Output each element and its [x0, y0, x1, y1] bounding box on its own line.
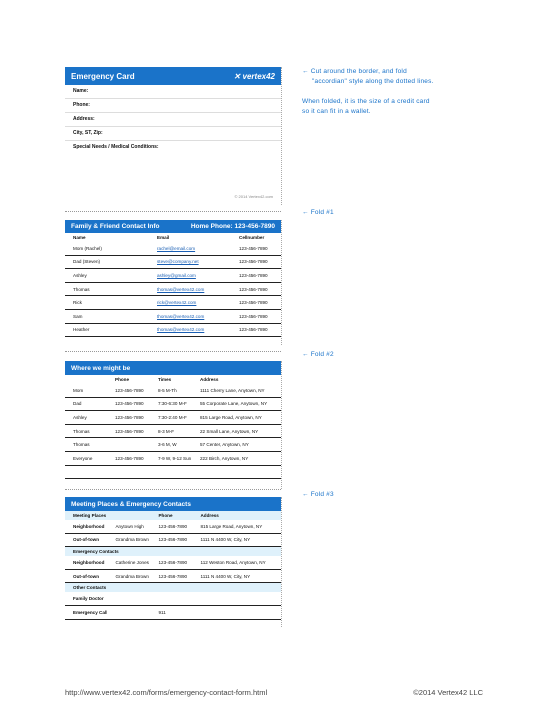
table-row: Thomas 123-456-7890 8-3 M-F 22 Small Lane, Anytown, NY: [65, 424, 281, 438]
col-cell: Cellnumber: [239, 235, 265, 240]
field-address: Address:: [65, 113, 281, 127]
table-row: Neighborhood Catherine Jones 123-456-7890 112 Weston Road, Anytown, NY: [65, 556, 281, 569]
table-row: Sam thomas@vertex42.com 123-456-7890: [65, 309, 281, 323]
col-address: Address: [200, 377, 219, 382]
logo-icon: ✕: [233, 71, 241, 81]
email-link[interactable]: rick@vertex42.com: [149, 296, 231, 310]
field-special-needs: Special Needs / Medical Conditions:: [73, 144, 159, 150]
table-row: Mom (Rachel) rachel@email.com 123-456-7890: [65, 242, 281, 255]
table-row: Thomas 3-6 M, W 57 Center, Anytown, NY: [65, 438, 281, 452]
where-table: [65, 375, 281, 479]
fold-line-2: [65, 351, 281, 352]
instructions-note: ← Cut around the border, and fold "accordian" style along the dotted lines. When folded, it is the size of a credit card so it can fit in a wallet.: [302, 68, 434, 115]
col-email: Email: [157, 235, 170, 240]
field-name: Name:: [65, 85, 281, 99]
card-copyright: © 2014 Vertex42.com: [234, 194, 273, 199]
table-row: Everyone 123-456-7890 7-9 W, 9-12 Sun 222 Birch, Anytown, NY: [65, 451, 281, 465]
meeting-title: Meeting Places & Emergency Contacts: [71, 500, 191, 508]
table-row: Ashley 123-456-7890 7:30-2:40 M-F 815 Large Road, Anytown, NY: [65, 411, 281, 425]
col-times: Times: [158, 377, 172, 382]
fold-line-3: [65, 489, 281, 490]
table-row: Out-of-town Grandma Brown 123-456-7890 1111 N 4400 W, City, NY: [65, 533, 281, 547]
table-row: Neighborhood Anytown High 123-456-7890 815 Large Road, Anytown, NY: [65, 520, 281, 533]
email-link[interactable]: thomas@vertex42.com: [149, 309, 231, 323]
card-title: Emergency Card: [71, 71, 135, 81]
card-fields: [65, 85, 281, 154]
fold-line-1: [65, 211, 281, 212]
family-header: [65, 220, 281, 233]
col-name: Name: [73, 235, 86, 240]
emergency-card-header: [65, 67, 281, 85]
meeting-section: [65, 497, 282, 627]
home-phone: Home Phone: 123-456-7890: [190, 223, 275, 230]
other-contacts-label: Other Contacts: [65, 583, 281, 593]
table-row: Mom 123-456-7890 8-5 M-Th 1111 Cherry Lane, Anytown, NY: [65, 384, 281, 397]
vertex42-logo: ✕ vertex42: [233, 71, 275, 81]
fold-3-note: ← Fold #3: [302, 491, 334, 498]
col-phone: Phone: [115, 377, 130, 382]
family-section: [65, 220, 282, 345]
table-row: Dad (Steven) steve@company.net 123-456-7890: [65, 255, 281, 269]
footer-copyright: ©2014 Vertex42 LLC: [413, 688, 483, 697]
family-table: [65, 233, 281, 337]
email-link[interactable]: thomas@vertex42.com: [149, 323, 231, 337]
col-phone: Phone: [150, 511, 192, 520]
fold-1-note: ← Fold #1: [302, 209, 334, 216]
table-row: Family Doctor: [65, 592, 281, 605]
table-row: Thomas thomas@vertex42.com 123-456-7890: [65, 282, 281, 296]
table-row: Emergency Call 911: [65, 605, 281, 619]
fold-2-note: ← Fold #2: [302, 351, 334, 358]
meeting-header: [65, 497, 281, 511]
emergency-contacts-label: Emergency Contacts: [65, 547, 281, 557]
email-link[interactable]: ashley@gmail.com: [149, 269, 231, 283]
meeting-places-label: Meeting Places: [65, 511, 107, 520]
footer-url[interactable]: http://www.vertex42.com/forms/emergency-contact-form.html: [65, 688, 268, 697]
col-address: Address: [192, 511, 281, 520]
emergency-card-section: [65, 67, 282, 205]
table-row: [65, 465, 281, 479]
where-title: Where we might be: [71, 364, 131, 372]
table-row: Dad 123-456-7890 7:30-6:30 M-F 55 Corporate Lane, Anytown, NY: [65, 397, 281, 411]
email-link[interactable]: rachel@email.com: [149, 242, 231, 255]
where-section: [65, 361, 282, 489]
field-city: City, ST, Zip:: [65, 127, 281, 141]
where-header: [65, 361, 281, 375]
meeting-table: [65, 511, 281, 620]
table-row: Rick rick@vertex42.com 123-456-7890: [65, 296, 281, 310]
email-link[interactable]: steve@company.net: [149, 255, 231, 269]
family-title: Family & Friend Contact Info: [71, 223, 160, 230]
email-link[interactable]: thomas@vertex42.com: [149, 282, 231, 296]
table-row: Ashley ashley@gmail.com 123-456-7890: [65, 269, 281, 283]
table-row: Heather thomas@vertex42.com 123-456-7890: [65, 323, 281, 337]
field-phone: Phone:: [65, 99, 281, 113]
table-row: Out-of-town Grandma Brown 123-456-7890 1111 N 4400 W, City, NY: [65, 569, 281, 583]
